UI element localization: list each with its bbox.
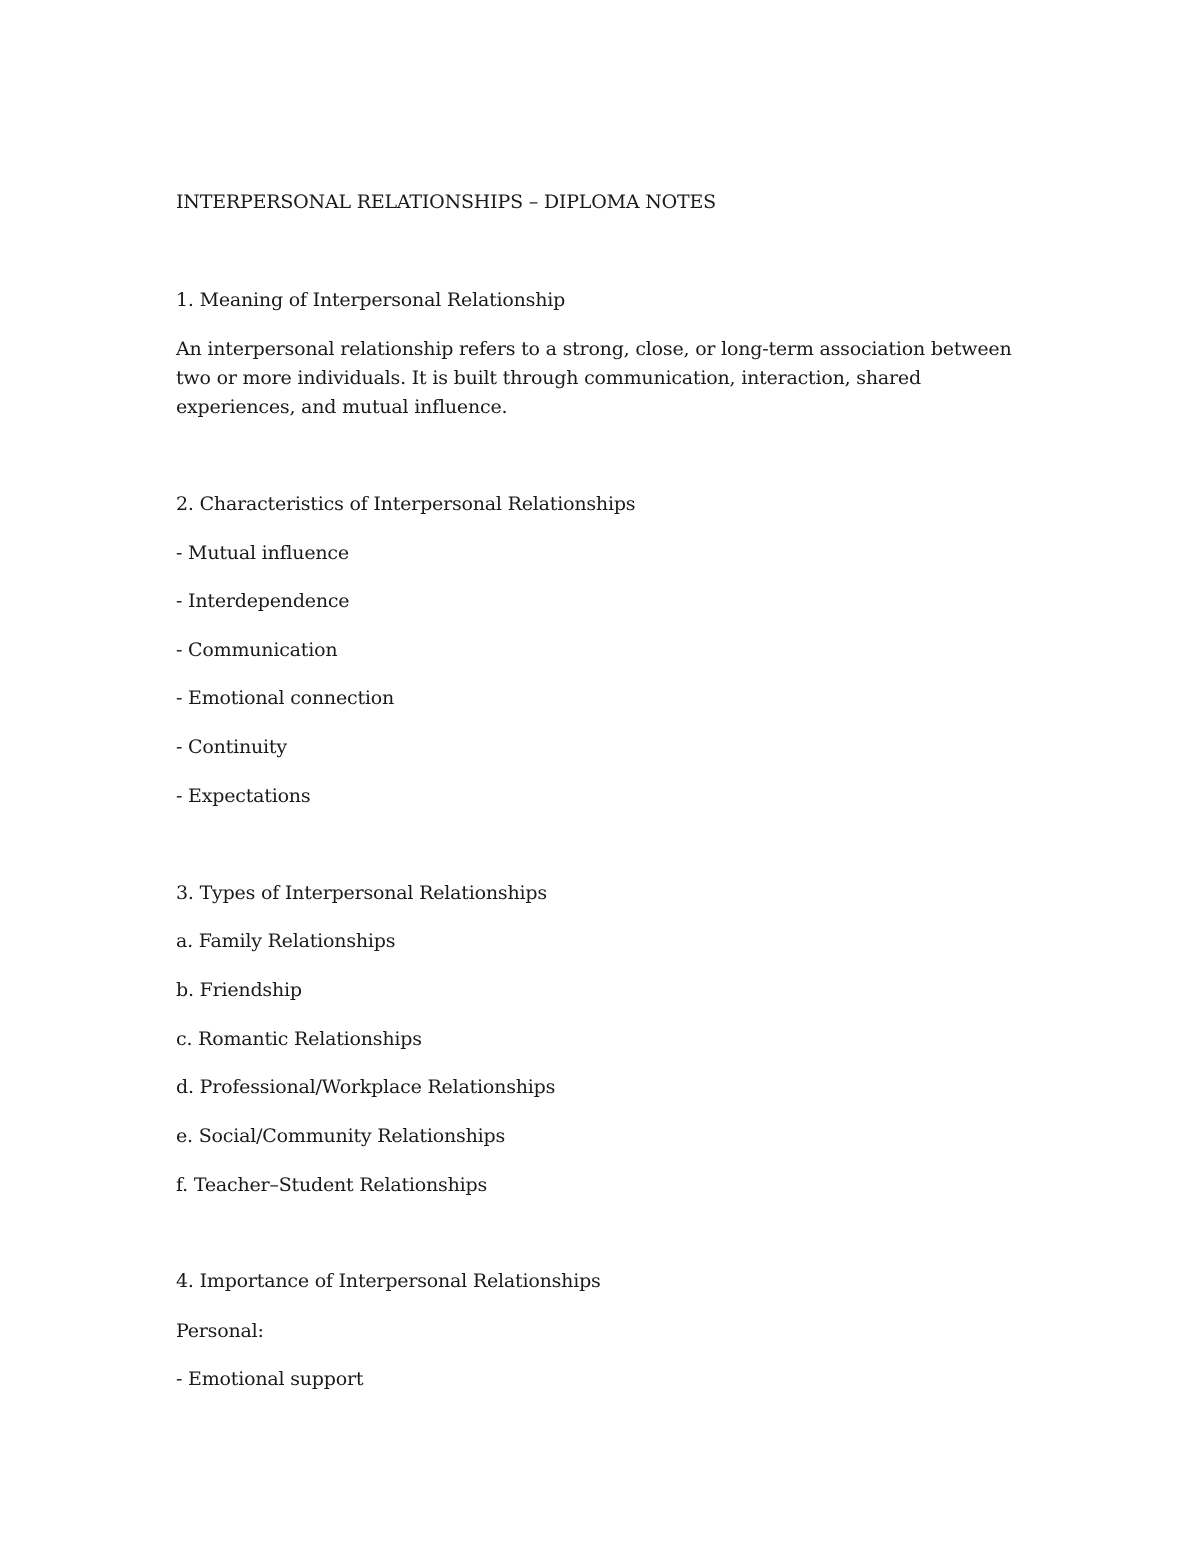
- list-item: - Mutual influence: [176, 542, 349, 564]
- section-1-body: An interpersonal relationship refers to a strong, close, or long-term association between two or more individuals. It is built through communication, interaction, shared experiences, and mutual influence.: [176, 338, 1012, 418]
- list-item: - Emotional support: [176, 1368, 364, 1390]
- list-item: - Communication: [176, 639, 338, 661]
- list-item: - Expectations: [176, 785, 311, 807]
- list-item: f. Teacher–Student Relationships: [176, 1174, 488, 1196]
- list-item: - Interdependence: [176, 590, 350, 612]
- list-item: - Emotional connection: [176, 687, 395, 709]
- section-3-heading: 3. Types of Interpersonal Relationships: [176, 882, 547, 904]
- list-item: - Continuity: [176, 736, 287, 758]
- list-item: c. Romantic Relationships: [176, 1028, 422, 1050]
- section-1-heading: 1. Meaning of Interpersonal Relationship: [176, 289, 566, 311]
- list-item: a. Family Relationships: [176, 930, 396, 952]
- document-title: INTERPERSONAL RELATIONSHIPS – DIPLOMA NOTES: [176, 191, 716, 213]
- section-2-heading: 2. Characteristics of Interpersonal Relationships: [176, 493, 636, 515]
- list-item: b. Friendship: [176, 979, 302, 1001]
- section-4-heading: 4. Importance of Interpersonal Relationships: [176, 1270, 601, 1292]
- section-4-subheading: Personal:: [176, 1320, 264, 1342]
- list-item: e. Social/Community Relationships: [176, 1125, 505, 1147]
- list-item: d. Professional/Workplace Relationships: [176, 1076, 556, 1098]
